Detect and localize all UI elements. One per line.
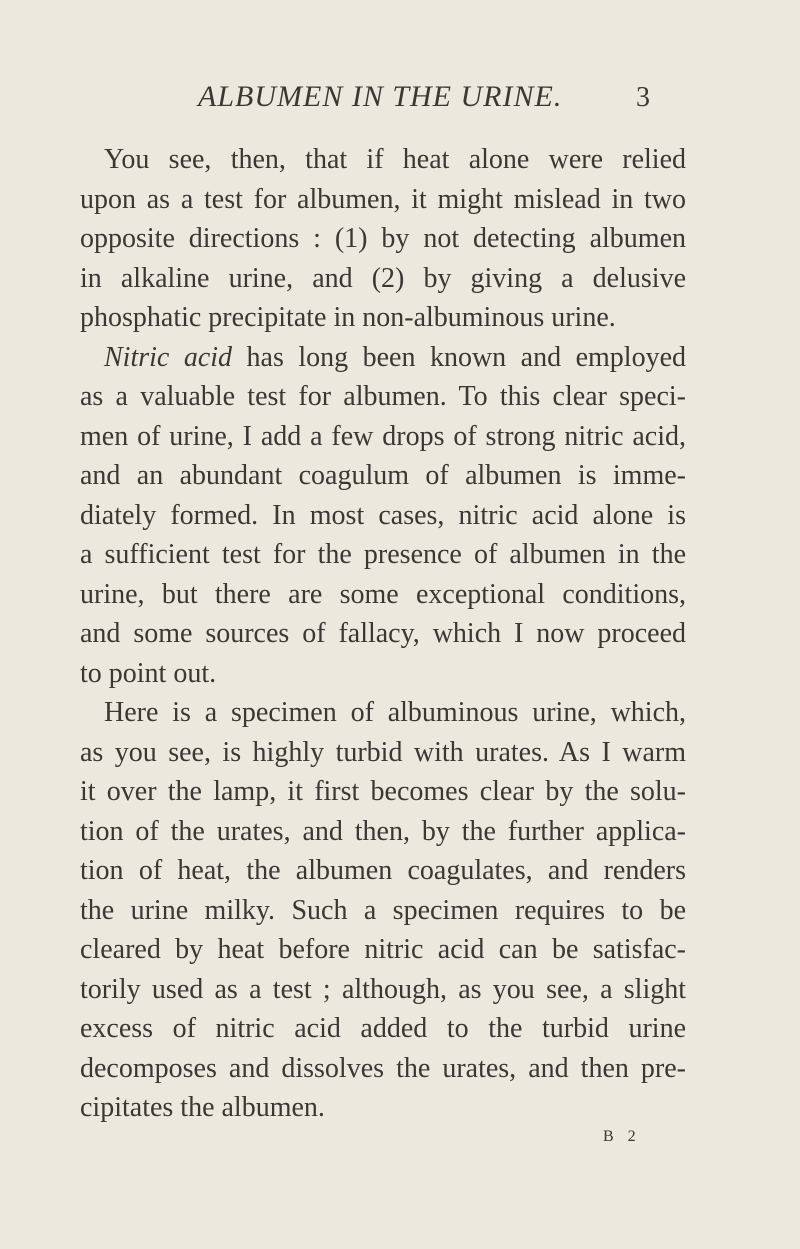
text-line: torily used as a test ; although, as you see, a slight — [80, 973, 686, 1005]
text-line: cipitates the albumen. — [80, 1092, 325, 1123]
text-line: men of urine, I add a few drops of strong nitric acid, — [80, 420, 686, 452]
text-line: tion of heat, the albumen coagulates, and renders — [80, 855, 686, 886]
text-line: in alkaline urine, and (2) by giving a delusive — [80, 262, 686, 294]
text-line: Here is a specimen of albuminous urine, which, — [104, 697, 686, 728]
text-line — [80, 338, 686, 378]
text-line: and some sources of fallacy, which I now proceed — [80, 618, 686, 649]
text-line: it over the lamp, it first becomes clear by the solu- — [80, 776, 686, 807]
text-line: urine, but there are some exceptional conditions, — [80, 578, 686, 610]
text-line: as a valuable test for albumen. To this clear speci- — [80, 381, 686, 412]
running-title: ALBUMEN IN THE URINE. — [198, 80, 563, 113]
text-line: You see, then, that if heat alone were relied — [104, 144, 686, 175]
text-line: and an abundant coagulum of albumen is imme- — [80, 460, 686, 491]
text-line: diately formed. In most cases, nitric acid alone is — [80, 499, 686, 531]
body-text — [80, 140, 686, 1128]
page-number: 3 — [636, 82, 650, 113]
text-line: the urine milky. Such a specimen requires to be — [80, 894, 686, 926]
text-line: cleared by heat before nitric acid can be satisfac- — [80, 934, 686, 965]
signature-mark: B 2 — [603, 1128, 641, 1145]
text-line: decomposes and dissolves the urates, and then pre- — [80, 1052, 686, 1084]
text-line: tion of the urates, and then, by the further applica- — [80, 815, 686, 847]
text-line: a sufficient test for the presence of albumen in the — [80, 539, 686, 570]
text-line: excess of nitric acid added to the turbid urine — [80, 1013, 686, 1044]
text-line-rest: has long been known and employed — [232, 341, 687, 373]
text-line: upon as a test for albumen, it might mislead in two — [80, 183, 686, 215]
running-head — [0, 80, 800, 120]
text-line: to point out. — [80, 657, 217, 689]
text-line: as you see, is highly turbid with urates. As I warm — [80, 736, 686, 768]
text-line: phosphatic precipitate in non-albuminous urine. — [80, 302, 616, 333]
text-line: opposite directions : (1) by not detecting albumen — [80, 223, 686, 254]
italic-term: Nitric acid — [104, 341, 233, 373]
